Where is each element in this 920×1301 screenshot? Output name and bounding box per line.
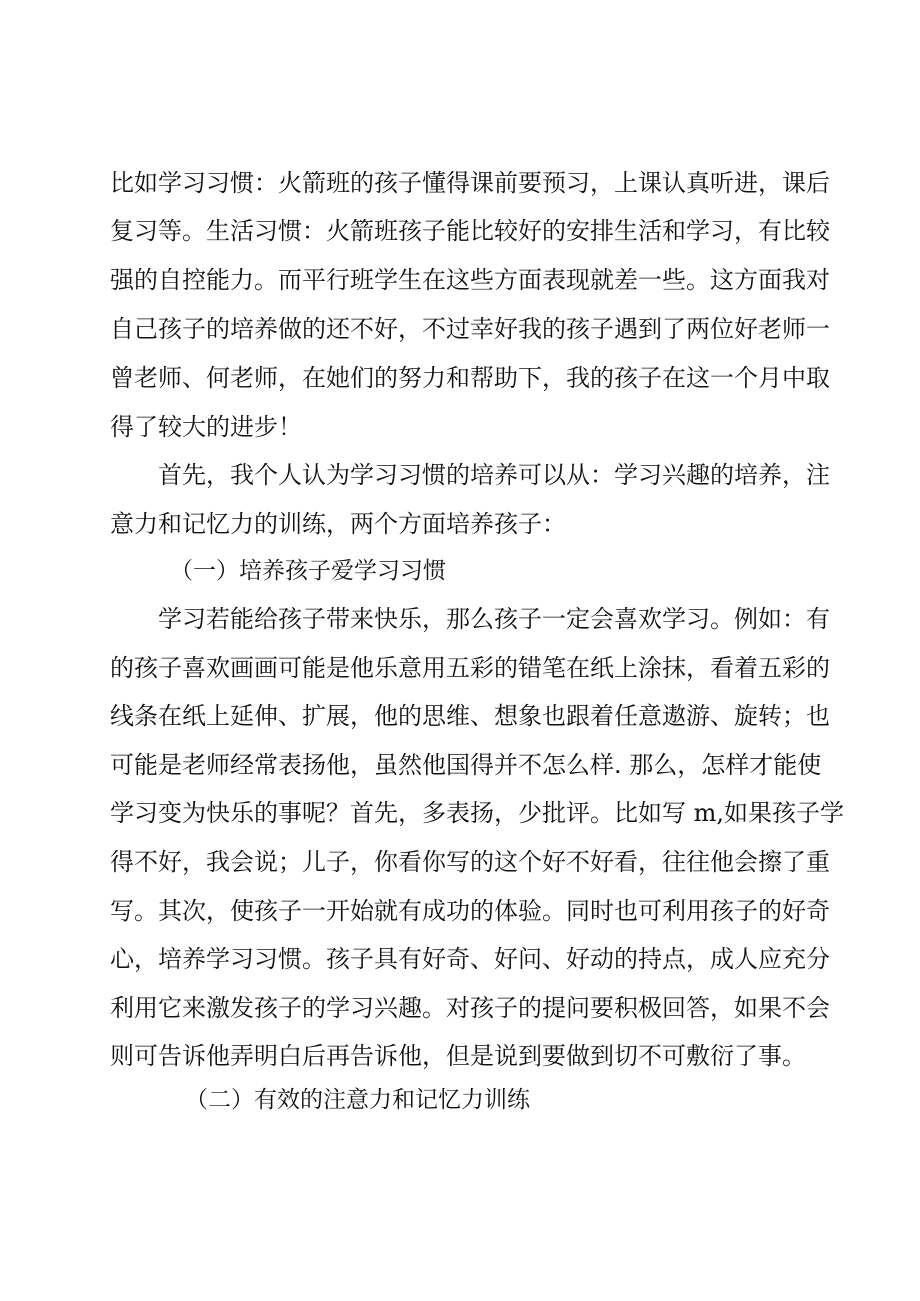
paragraph-line: 写。其次，使孩子一开始就有成功的体验。同时也可利用孩子的好奇 <box>110 897 830 925</box>
paragraph-line: 可能是老师经常表扬他，虽然他国得并不怎么样. 那么，怎样才能使 <box>110 751 822 779</box>
paragraph-line: 的孩子喜欢画画可能是他乐意用五彩的错笔在纸上涂抹，看着五彩的 <box>110 654 830 682</box>
section-heading-1: （一）培养孩子爱学习习惯 <box>170 558 446 584</box>
paragraph-line: 则可告诉他弄明白后再告诉他，但是说到要做到切不可敷衍了事。 <box>110 1042 806 1070</box>
paragraph-line: 首先，我个人认为学习习惯的培养可以从：学习兴趣的培养，注 <box>158 461 830 489</box>
paragraph-line: 心，培养学习习惯。孩子具有好奇、好问、好动的持点，成人应充分 <box>110 945 830 973</box>
paragraph-line: 强的自控能力。而平行班学生在这些方面表现就差一些。这方面我对 <box>110 266 830 294</box>
paragraph-line: 意力和记忆力的训练，两个方面培养孩子： <box>110 510 566 538</box>
paragraph-line: 利用它来激发孩子的学习兴趣。对孩子的提问要积极回答，如果不会 <box>110 994 830 1022</box>
paragraph-line: 曾老师、何老师，在她们的努力和帮助下，我的孩子在这一个月中取 <box>110 364 830 392</box>
paragraph-line: 自己孩子的培养做的还不好，不过幸好我的孩子遇到了两位好老师一 <box>110 315 830 343</box>
paragraph-line: 复习等。生活习惯：火箭班孩子能比较好的安排生活和学习，有比较 <box>110 217 830 245</box>
section-heading-2: （二）有效的注意力和记忆力训练 <box>185 1087 530 1113</box>
paragraph-line: 学习若能给孩子带来快乐，那么孩子一定会喜欢学习。例如：有 <box>158 605 830 633</box>
paragraph-line: 得了较大的进步！ <box>110 413 302 441</box>
paragraph-line: 比如学习习惯：火箭班的孩子懂得课前要预习，上课认真听进，课后 <box>110 169 830 197</box>
paragraph-line: 得不好，我会说；儿子，你看你写的这个好不好看，往往他会擦了重 <box>110 848 830 876</box>
paragraph-line: 学习变为快乐的事呢？首先，多表扬，少批评。比如写 m,如果孩子学 <box>110 799 845 827</box>
paragraph-line: 线条在纸上延伸、扩展，他的思维、想象也跟着任意遨游、旋转；也 <box>110 702 830 730</box>
